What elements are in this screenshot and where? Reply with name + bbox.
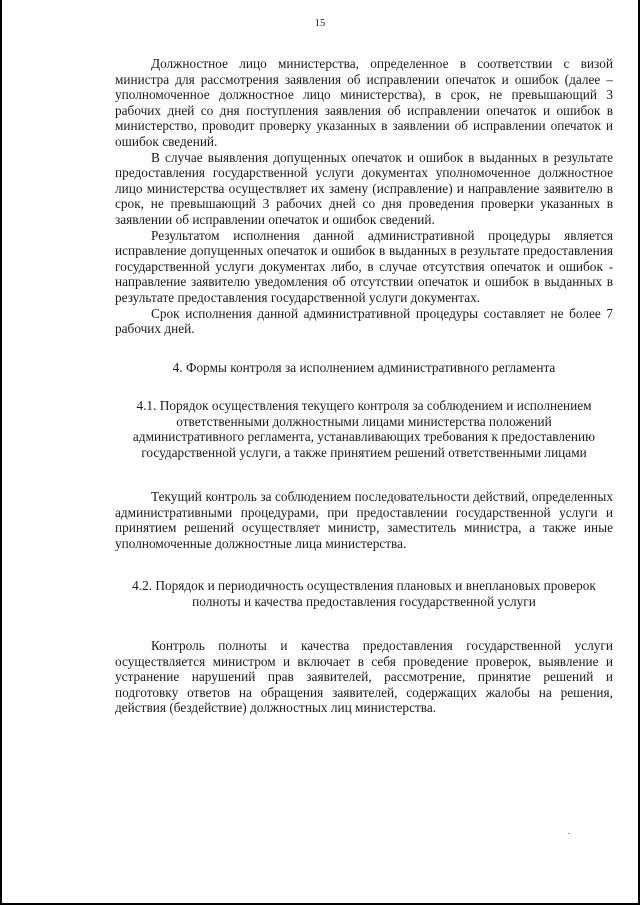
page-number: 15 xyxy=(314,18,326,29)
paragraph-verification: Должностное лицо министерства, определенное в соответствии с визой министра для рассмотрения заявления об исправлении опечаток и ошибок (далее – уполномоченное должностное лицо министерства), в срок, не превышающий 3 рабочих дней со дня поступления заявления об исправлении опечаток и ошибок в министерство, проводит проверку указанных в заявлении об исправлении опечаток и ошибок сведений. xyxy=(115,56,613,149)
paragraph-current-control: Текущий контроль за соблюдением последовательности действий, определенных административными процедурами, при предоставлении государственной услуги и принятием решений осуществляет министр, заместитель министра, а также иные уполномоченные должностные лица министерства. xyxy=(115,488,613,551)
paragraph-quality-control: Контроль полноты и качества предоставления государственной услуги осуществляется министром и включает в себя проведение проверок, выявление и устранение нарушений прав заявителей, рассмотрение, принятие решений и подготовку ответов на обращения заявителей, содержащих жалобы на решения, действия (бездействие) должностных лиц министерства. xyxy=(115,638,613,716)
paragraph-deadline: Срок исполнения данной административной процедуры составляет не более 7 рабочих дней. xyxy=(115,305,613,337)
paragraph-result: Результатом исполнения данной административной процедуры является исправление допущенных опечаток и ошибок в выданных в результате предоставления государственной услуги документах либо, в случае отсутствия опечаток и ошибок - направление заявителю уведомления об отсутствии опечаток и ошибок в выданных в результате предоставления государственной услуги документах. xyxy=(115,227,613,305)
subsection-heading-4-1: 4.1. Порядок осуществления текущего контроля за соблюдением и исполнением ответственными должностными лицами министерства положений административного регламента, устанавливающих требования к предоставлению государственной услуги, а также принятием решений ответственными лицами xyxy=(132,398,596,460)
section-heading-4: 4. Формы контроля за исполнением административного регламента xyxy=(172,359,556,375)
subsection-heading-4-2: 4.2. Порядок и периодичность осуществления плановых и внеплановых проверок полноты и качества предоставления государственной услуги xyxy=(132,578,596,609)
paragraph-correction: В случае выявления допущенных опечаток и ошибок в выданных в результате предоставления государственной услуги документах уполномоченное должностное лицо министерства осуществляет их замену (исправление) и направление заявителю в срок, не превышающий 3 рабочих дней со дня проведения проверки указанных в заявлении об исправлении опечаток и ошибок сведений. xyxy=(115,149,613,227)
document-body xyxy=(115,56,613,716)
scan-speck xyxy=(568,833,570,834)
